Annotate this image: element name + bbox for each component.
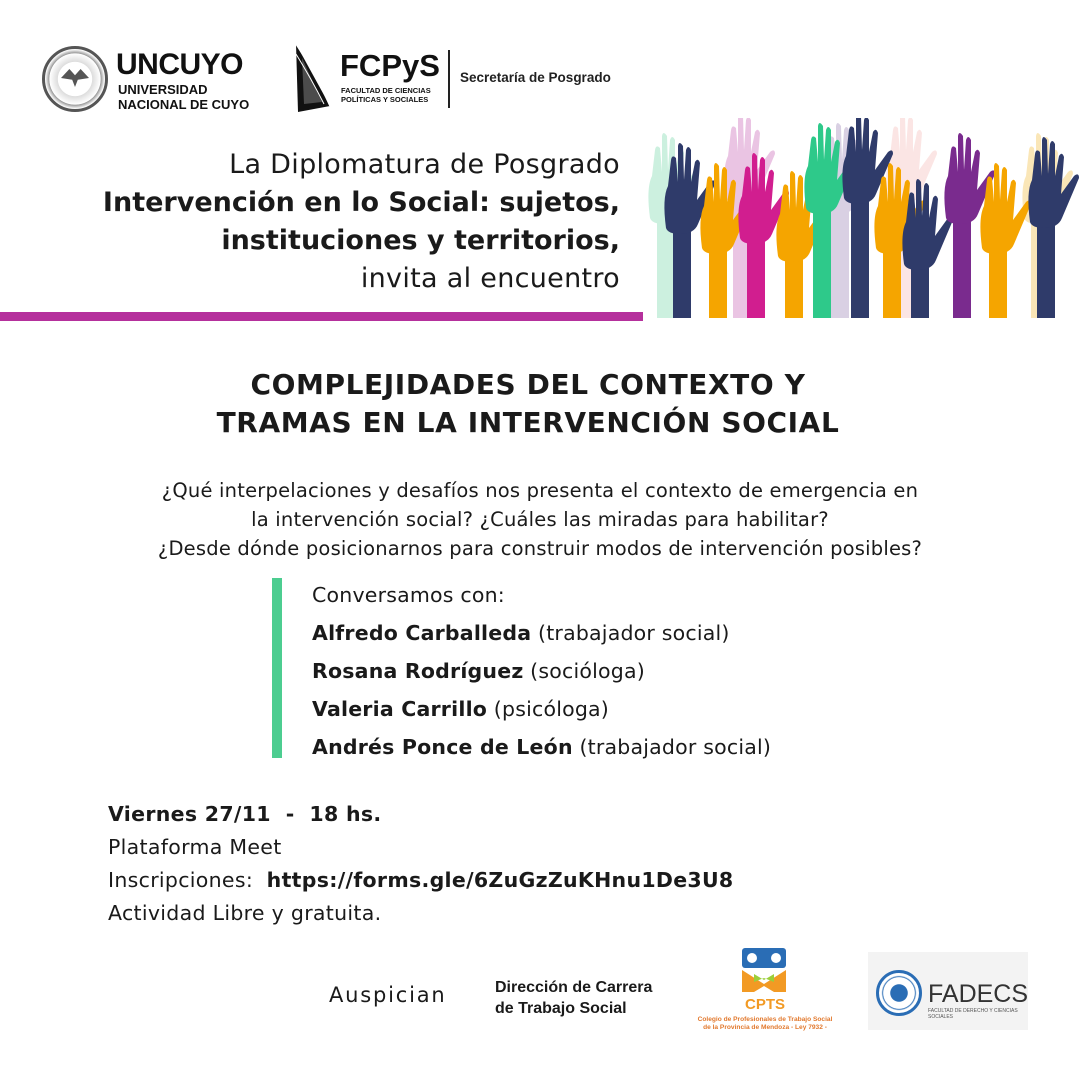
speakers-list — [312, 576, 771, 766]
direccion-carrera-logo — [495, 977, 652, 1019]
headline-line1: La Diplomatura de Posgrado — [229, 149, 620, 180]
event-questions — [0, 476, 1080, 563]
uncuyo-subtitle-line2: NACIONAL DE CUYO — [118, 97, 250, 112]
speaker-name: Valeria Carrillo — [312, 697, 488, 721]
speaker-name: Alfredo Carballeda — [312, 621, 532, 645]
cpts-subtitle-line1: Colegio de Profesionales de Trabajo Social — [697, 1016, 833, 1023]
logo-divider — [448, 50, 450, 108]
direccion-line1: Dirección de Carrera — [495, 979, 653, 996]
fcpys-subtitle-line2: POLÍTICAS Y SOCIALES — [341, 95, 429, 104]
raised-hands-illustration — [642, 118, 1080, 318]
uncuyo-subtitle-line1: UNIVERSIDAD — [118, 82, 208, 97]
fadecs-seal-icon — [876, 970, 922, 1016]
speaker-item — [312, 652, 771, 690]
question-line3: ¿Desde dónde posicionarnos para construir modos de intervención posibles? — [157, 537, 923, 560]
event-title — [0, 366, 1056, 442]
event-platform: Plataforma Meet — [108, 835, 282, 859]
headline-line4: invita al encuentro — [360, 263, 620, 294]
accent-bar — [0, 312, 643, 321]
event-registration — [108, 864, 734, 897]
fcpys-subtitle-line1: FACULTAD DE CIENCIAS — [341, 86, 431, 95]
fcpys-name: FCPyS — [340, 48, 440, 83]
fcpys-logo — [294, 44, 654, 116]
speaker-item — [312, 728, 771, 766]
direccion-line2: de Trabajo Social — [495, 1000, 627, 1017]
uncuyo-subtitle — [118, 82, 249, 112]
fadecs-name: FADECS — [928, 980, 1029, 1008]
cpts-subtitle — [680, 1016, 850, 1032]
headline-program-line1: Intervención en lo Social: sujetos, — [102, 187, 620, 218]
cpts-logo — [680, 946, 850, 1046]
event-cost: Actividad Libre y gratuita. — [108, 901, 382, 925]
fadecs-subtitle: FACULTAD DE DERECHO Y CIENCIAS SOCIALES — [928, 1008, 1018, 1020]
speaker-role: (trabajador social) — [579, 735, 772, 759]
speaker-item — [312, 690, 771, 728]
fcpys-subtitle — [341, 86, 431, 104]
uncuyo-seal-icon — [42, 46, 108, 112]
speaker-role: (trabajador social) — [538, 621, 730, 645]
uncuyo-name: UNCUYO — [116, 48, 244, 81]
speaker-name: Andrés Ponce de León — [312, 735, 573, 759]
fadecs-logo — [868, 952, 1028, 1030]
speaker-role: (socióloga) — [530, 659, 645, 683]
cpts-subtitle-line2: de la Provincia de Mendoza - Ley 7932 - — [703, 1024, 827, 1031]
speaker-name: Rosana Rodríguez — [312, 659, 524, 683]
department-name: Secretaría de Posgrado — [460, 70, 611, 85]
sail-icon — [294, 44, 332, 112]
sponsors-label: Auspician — [329, 983, 447, 1007]
question-line2: la intervención social? ¿Cuáles las miradas para habilitar? — [251, 508, 829, 531]
speaker-role: (psicóloga) — [493, 697, 610, 721]
registration-label: Inscripciones: — [108, 868, 254, 892]
speaker-item — [312, 614, 771, 652]
speakers-intro: Conversamos con: — [312, 583, 505, 607]
event-title-line2: TRAMAS EN LA INTERVENCIÓN SOCIAL — [216, 406, 840, 439]
uncuyo-logo — [42, 44, 252, 114]
cpts-people-icon — [740, 948, 788, 992]
event-date-time: Viernes 27/11 - 18 hs. — [108, 802, 382, 826]
event-title-line1: COMPLEJIDADES DEL CONTEXTO Y — [250, 368, 806, 401]
event-details — [108, 798, 734, 930]
headline — [20, 146, 620, 298]
cpts-name: CPTS — [744, 996, 785, 1013]
registration-link[interactable]: https://forms.gle/6ZuGzZuKHnu1De3U8 — [266, 868, 734, 892]
headline-program-line2: instituciones y territorios, — [221, 225, 620, 256]
question-line1: ¿Qué interpelaciones y desafíos nos presenta el contexto de emergencia en — [161, 479, 919, 502]
speakers-accent-bar — [272, 578, 282, 758]
